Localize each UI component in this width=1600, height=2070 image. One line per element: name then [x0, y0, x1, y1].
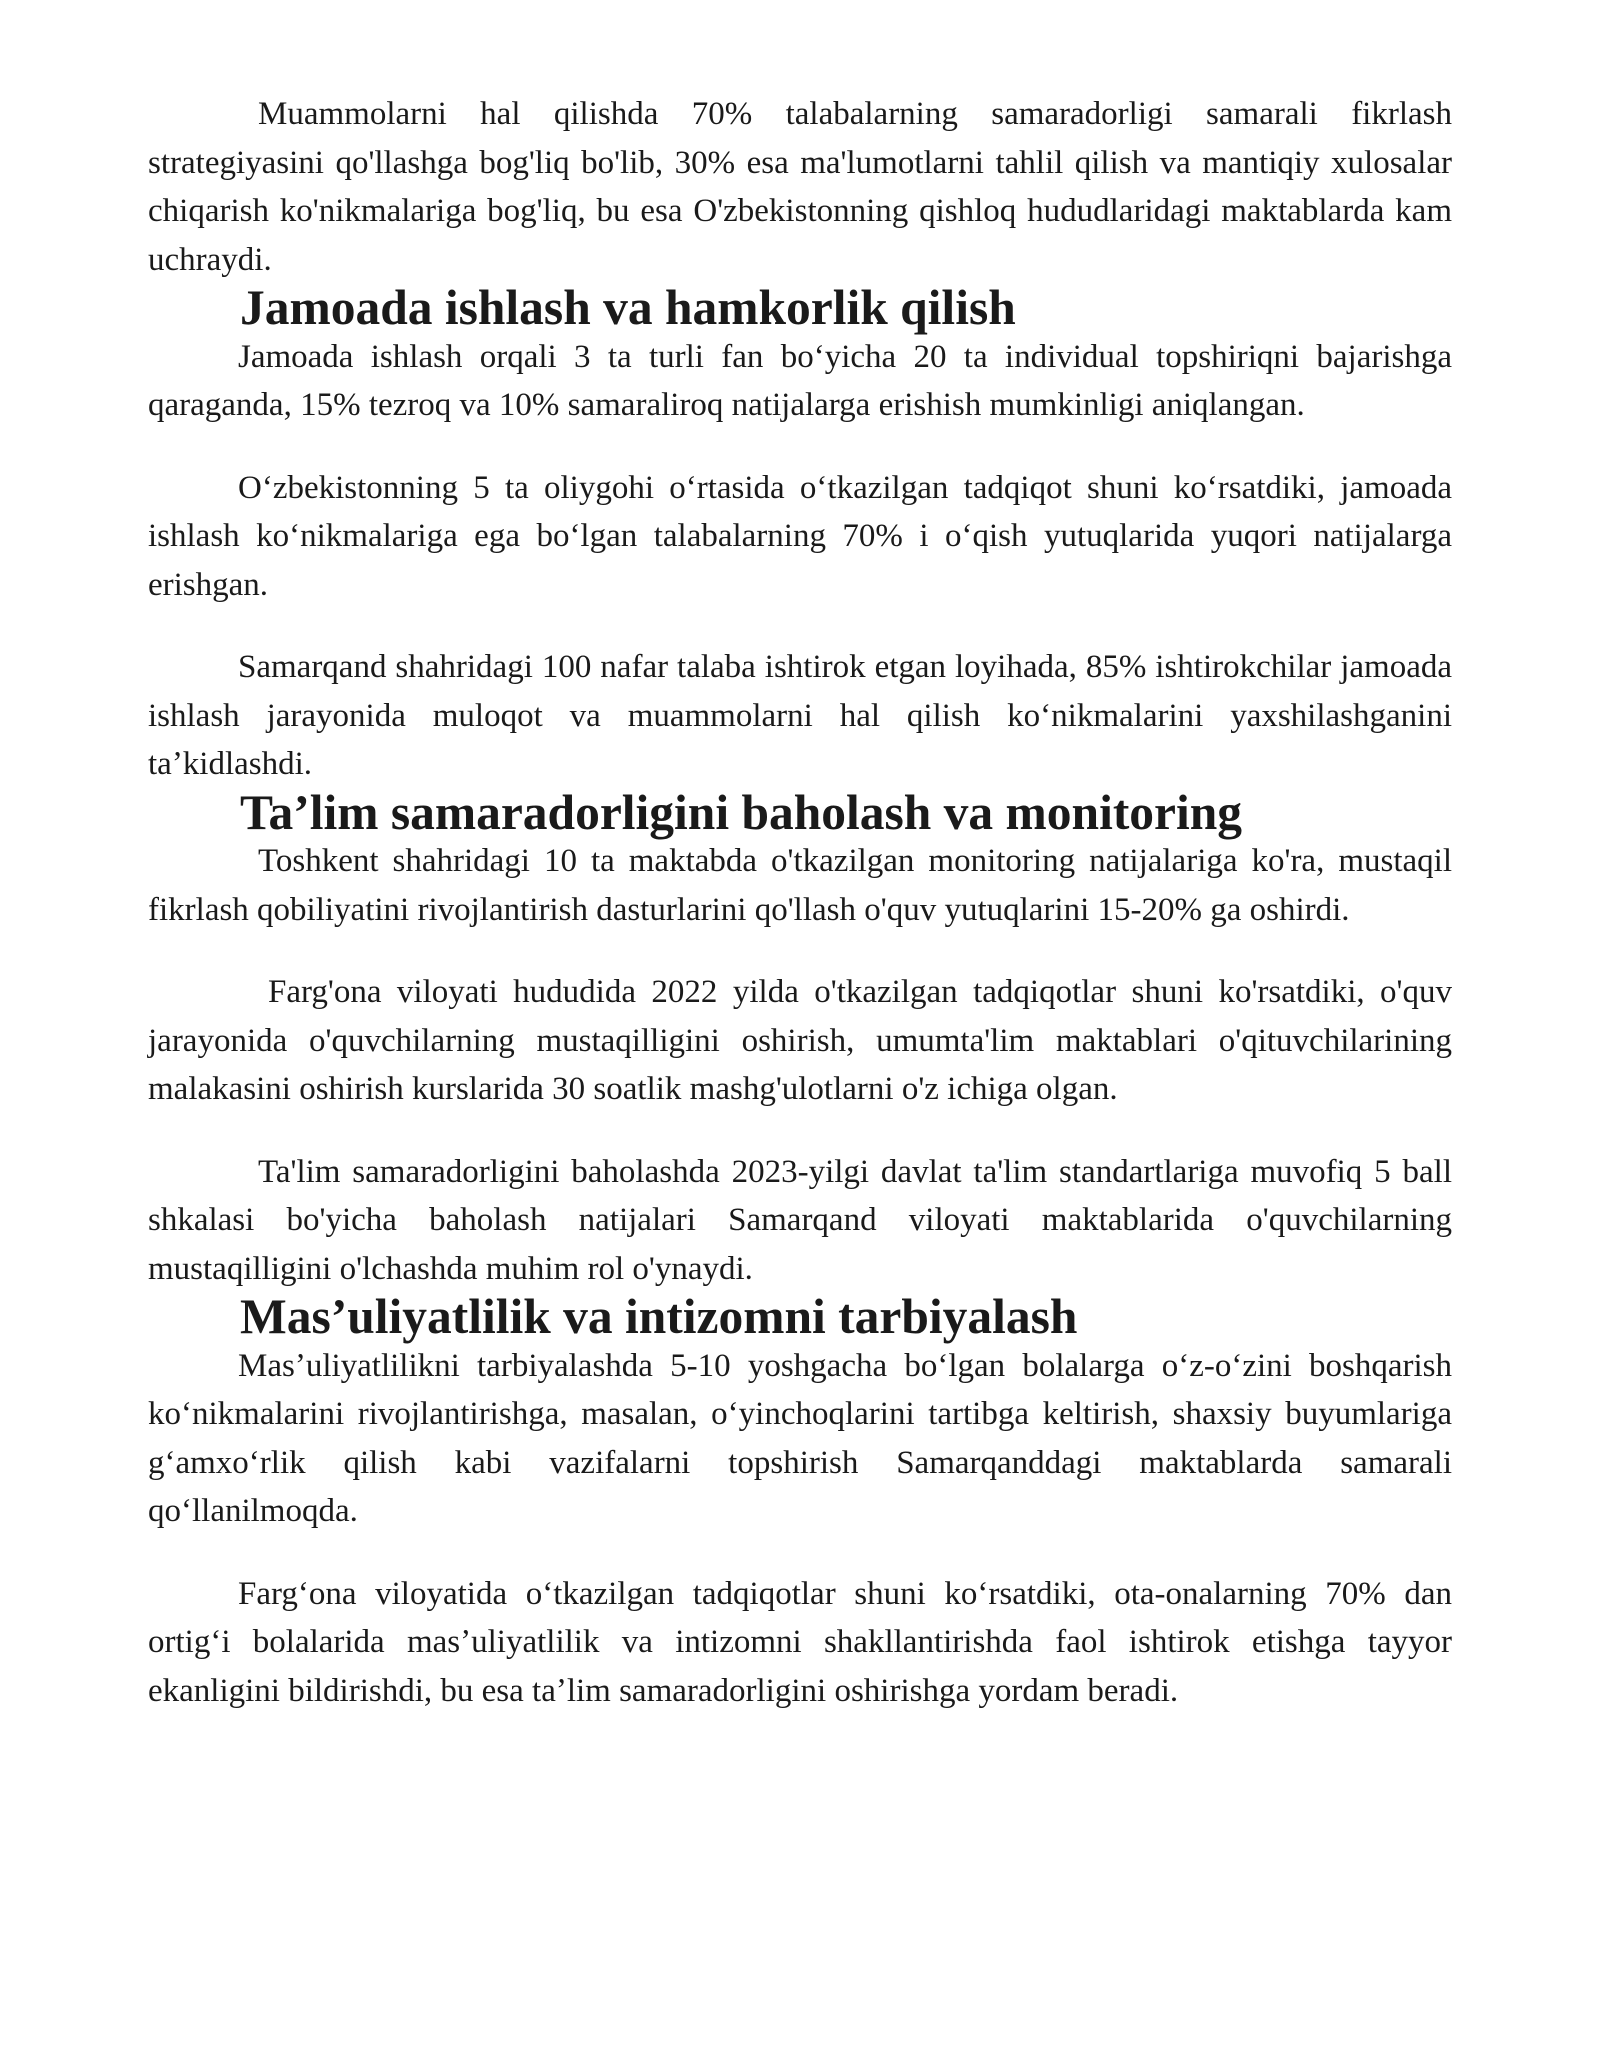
heading-responsibility-discipline: Masʼuliyatlilik va intizomni tarbiyalash — [240, 1289, 1078, 1344]
heading-teamwork: Jamoada ishlash va hamkorlik qilish — [240, 280, 1016, 335]
paragraph-teamwork-tasks: Jamoada ishlash orqali 3 ta turli fan boʻyicha 20 ta individual topshiriqni bajarishga qaraganda, 15% tezroq va 10% samaraliroq natijalarga erishish mumkinligi aniqlangan. — [148, 338, 1452, 423]
paragraph-evaluation-standards: Ta'lim samaradorligini baholashda 2023-yilgi davlat ta'lim standartlariga muvofiq 5 ball shkalasi bo'yicha baholash natijalari Samarqand viloyati maktablarida o'quvchilarning mustaqilligini o'lchashda muhim rol o'ynaydi. — [148, 1153, 1452, 1287]
paragraph-responsibility-children: Masʼuliyatlilikni tarbiyalashda 5-10 yoshgacha boʻlgan bolalarga oʻz-oʻzini boshqarish koʻnikmalarini rivojlantirishga, masalan, oʻyinchoqlarini tartibga keltirish, shaxsiy buyumlariga gʻamxoʻrlik qilish kabi vazifalarni topshirish Samarqanddagi maktablarda samarali qoʻllanilmoqda. — [148, 1347, 1452, 1529]
paragraph-monitoring-tashkent: Toshkent shahridagi 10 ta maktabda o'tkazilgan monitoring natijalariga ko'ra, mustaqil fikrlash qobiliyatini rivojlantirish dasturlarini qo'llash o'quv yutuqlarini 15-20% ga oshirdi. — [148, 843, 1452, 928]
paragraph-fergana-parents: Fargʻona viloyatida oʻtkazilgan tadqiqotlar shuni koʻrsatdiki, ota-onalarning 70% dan ortigʻi bolalarida masʼuliyatlilik va intizomni shakllantirishda faol ishtirok etishga tayyor ekanligini bildirishdi, bu esa taʼlim samaradorligini oshirishga yordam beradi. — [148, 1575, 1452, 1709]
document-page — [148, 90, 1452, 1715]
paragraph-problem-solving: Muammolarni hal qilishda 70% talabalarning samaradorligi samarali fikrlash strategiyasini qo'llashga bog'liq bo'lib, 30% esa ma'lumotlarni tahlil qilish va mantiqiy xulosalar chiqarish ko'nikmalariga bog'liq, bu esa O'zbekistonning qishloq hududlaridagi maktablarda kam uchraydi. — [148, 96, 1452, 278]
paragraph-teamwork-universities: Oʻzbekistonning 5 ta oliygohi oʻrtasida oʻtkazilgan tadqiqot shuni koʻrsatdiki, jamoada ishlash koʻnikmalariga ega boʻlgan talabalarning 70% i oʻqish yutuqlarida yuqori natijalarga erishgan. — [148, 469, 1452, 603]
paragraph-teamwork-samarkand: Samarqand shahridagi 100 nafar talaba ishtirok etgan loyihada, 85% ishtirokchilar jamoada ishlash jarayonida muloqot va muammolarni hal qilish koʻnikmalarini yaxshilashganini taʼkidlashdi. — [148, 649, 1452, 782]
heading-evaluation-monitoring: Taʼlim samaradorligini baholash va monitoring — [240, 784, 1243, 840]
paragraph-fergana-research: Farg'ona viloyati hududida 2022 yilda o'tkazilgan tadqiqotlar shuni ko'rsatdiki, o'quv jarayonida o'quvchilarning mustaqilligini oshirish, umumta'lim maktablari o'qituvchilarining malakasini oshirish kurslarida 30 soatlik mashg'ulotlarni o'z ichiga olgan. — [148, 974, 1452, 1107]
